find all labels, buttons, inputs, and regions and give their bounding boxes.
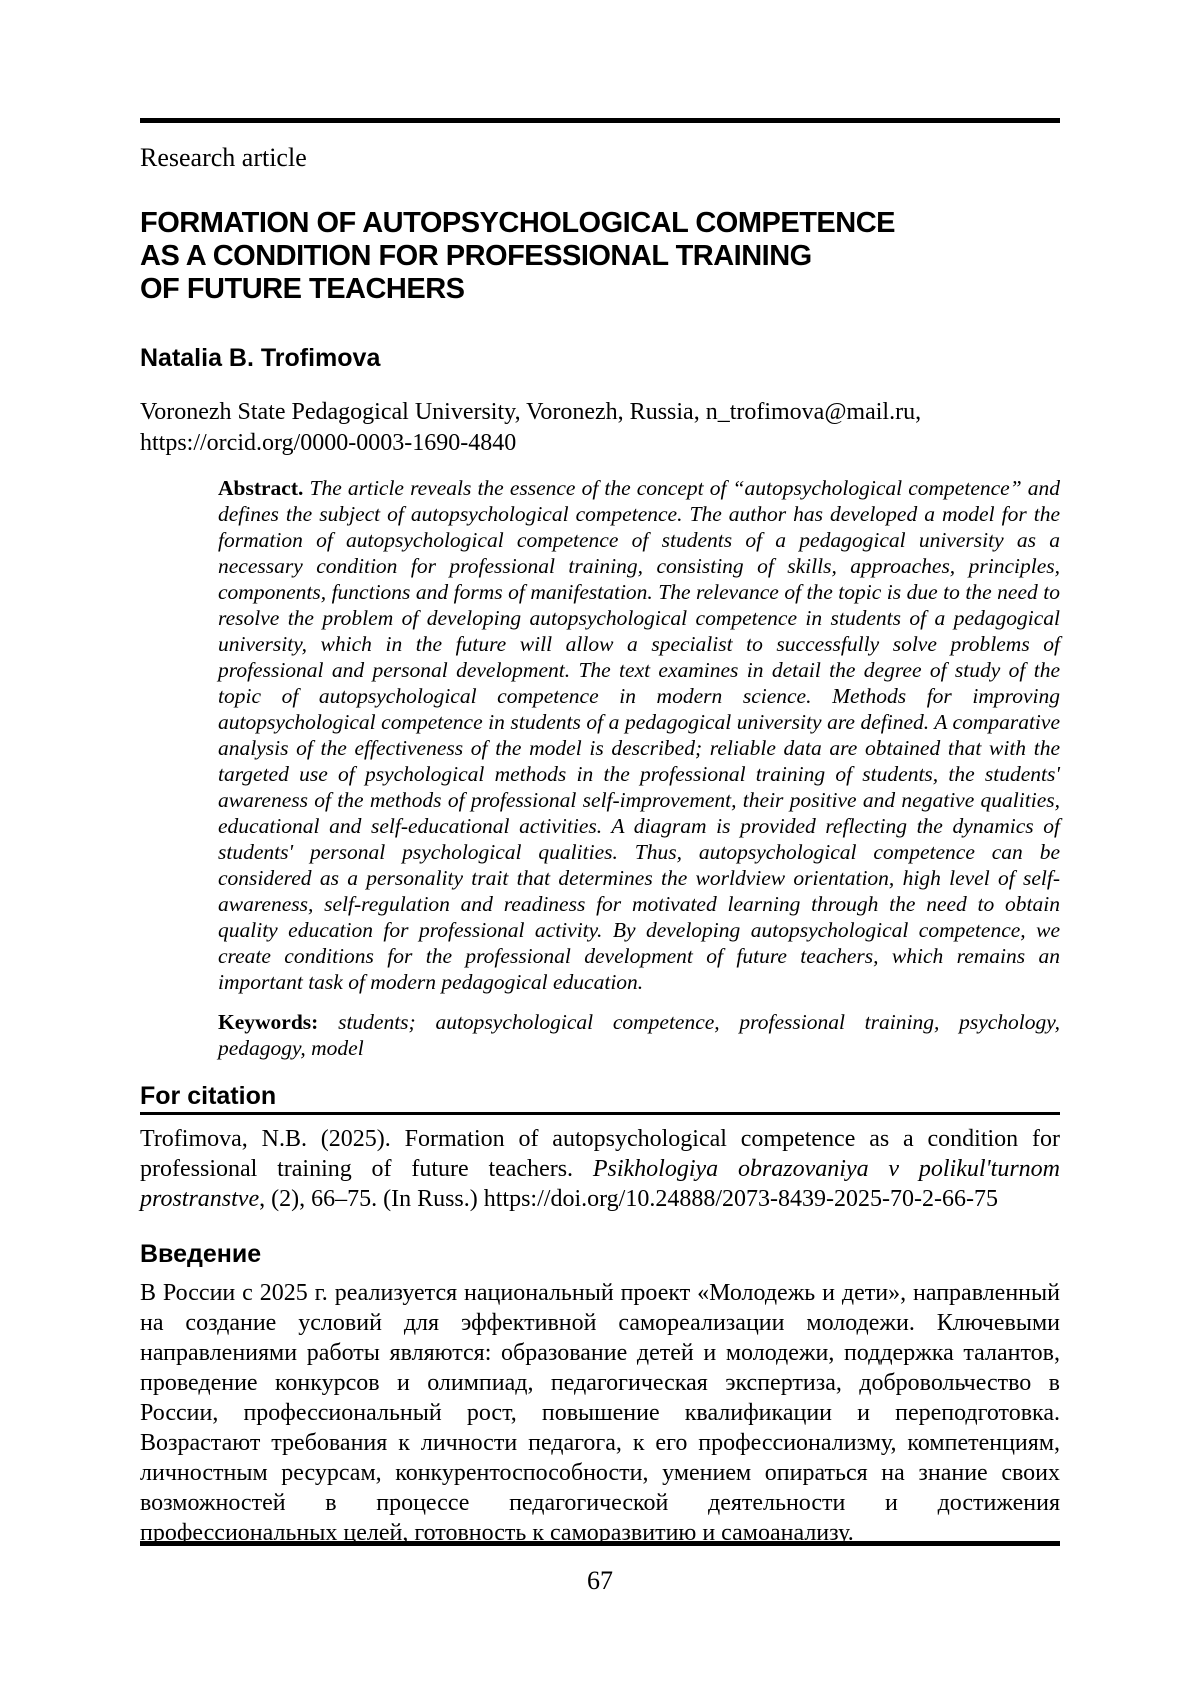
citation-text-after: , (2), 66–75. (In Russ.) https://doi.org/10.24888/2073-8439-2025-70-2-66-75	[259, 1186, 998, 1212]
citation-journal-title: Psikhologiya obrazovaniya v polikul'turnom prostranstve	[140, 1156, 1060, 1212]
abstract-label: Abstract.	[218, 476, 304, 500]
introduction-paragraph: В России с 2025 г. реализуется национальный проект «Молодежь и дети», направленный на создание условий для эффективной самореализации молодежи. Ключевыми направлениями работы являются: образование детей и молодежи, поддержка талантов, проведение конкурсов и олимпиад, педагогическая экспертиза, добровольчество в России, профессиональный рост, повышение квалификации и переподготовка. Возрастают требования к личности педагога, к его профессионализму, компетенциям, личностным ресурсам, конкурентоспособности, умением опираться на знание своих возможностей в процессе педагогической деятельности и достижения профессиональных целей, готовность к саморазвитию и самоанализу.	[140, 1280, 1060, 1546]
for-citation-heading: For citation	[140, 1082, 277, 1110]
abstract-paragraph	[218, 475, 1060, 995]
article-title	[140, 207, 1060, 306]
keywords-text: students; autopsychological competence, professional training, psychology, pedagogy, model	[218, 1010, 1060, 1060]
author-name: Natalia B. Trofimova	[140, 344, 381, 372]
bottom-rule	[140, 1541, 1060, 1546]
keywords-paragraph	[218, 1009, 1060, 1061]
content-column	[140, 0, 1060, 1548]
citation-text-before: Trofimova, N.B. (2025). Formation of autopsychological competence as a condition for professional training of future teachers.	[140, 1126, 1060, 1182]
article-title-line-2: AS A CONDITION FOR PROFESSIONAL TRAINING	[140, 240, 812, 272]
introduction-heading: Введение	[140, 1240, 262, 1268]
keywords-label: Keywords:	[218, 1010, 319, 1034]
citation-rule	[140, 1112, 1060, 1115]
top-rule	[140, 118, 1060, 123]
citation-paragraph	[140, 1124, 1060, 1214]
abstract-text: The article reveals the essence of the concept of “autopsychological competence” and defines the subject of autopsychological competence. The author has developed a model for the formation of autopsychological competence of students of a pedagogical university as a necessary condition for professional training, consisting of skills, approaches, principles, components, functions and forms of manifestation. The relevance of the topic is due to the need to resolve the problem of developing autopsychological competence in students of a pedagogical university, which in the future will allow a specialist to successfully solve problems of professional and personal development. The text examines in detail the degree of study of the topic of autopsychological competence in modern science. Methods for improving autopsychological competence in students of a pedagogical university are defined. A comparative analysis of the effectiveness of the model is described; reliable data are obtained that with the targeted use of psychological methods in the professional training of students, the students' awareness of the methods of professional self-improvement, their positive and negative qualities, educational and self-educational activities. A diagram is provided reflecting the dynamics of students' personal psychological qualities. Thus, autopsychological competence can be considered as a personality trait that determines the worldview orientation, high level of self-awareness, self-regulation and readiness for motivated learning through the need to obtain quality education for professional activity. By developing autopsychological competence, we create conditions for the professional development of future teachers, which remains an important task of modern pedagogical education.	[218, 476, 1061, 994]
article-type-label: Research article	[140, 143, 307, 172]
page-number: 67	[587, 1566, 613, 1595]
affiliation: Voronezh State Pedagogical University, Voronezh, Russia, n_trofimova@mail.ru, https://orcid.org/0000-0003-1690-4840	[140, 399, 922, 456]
article-title-line-3: OF FUTURE TEACHERS	[140, 273, 465, 305]
abstract-block	[218, 475, 1060, 1061]
article-title-line-1: FORMATION OF AUTOPSYCHOLOGICAL COMPETENCE	[140, 207, 895, 239]
